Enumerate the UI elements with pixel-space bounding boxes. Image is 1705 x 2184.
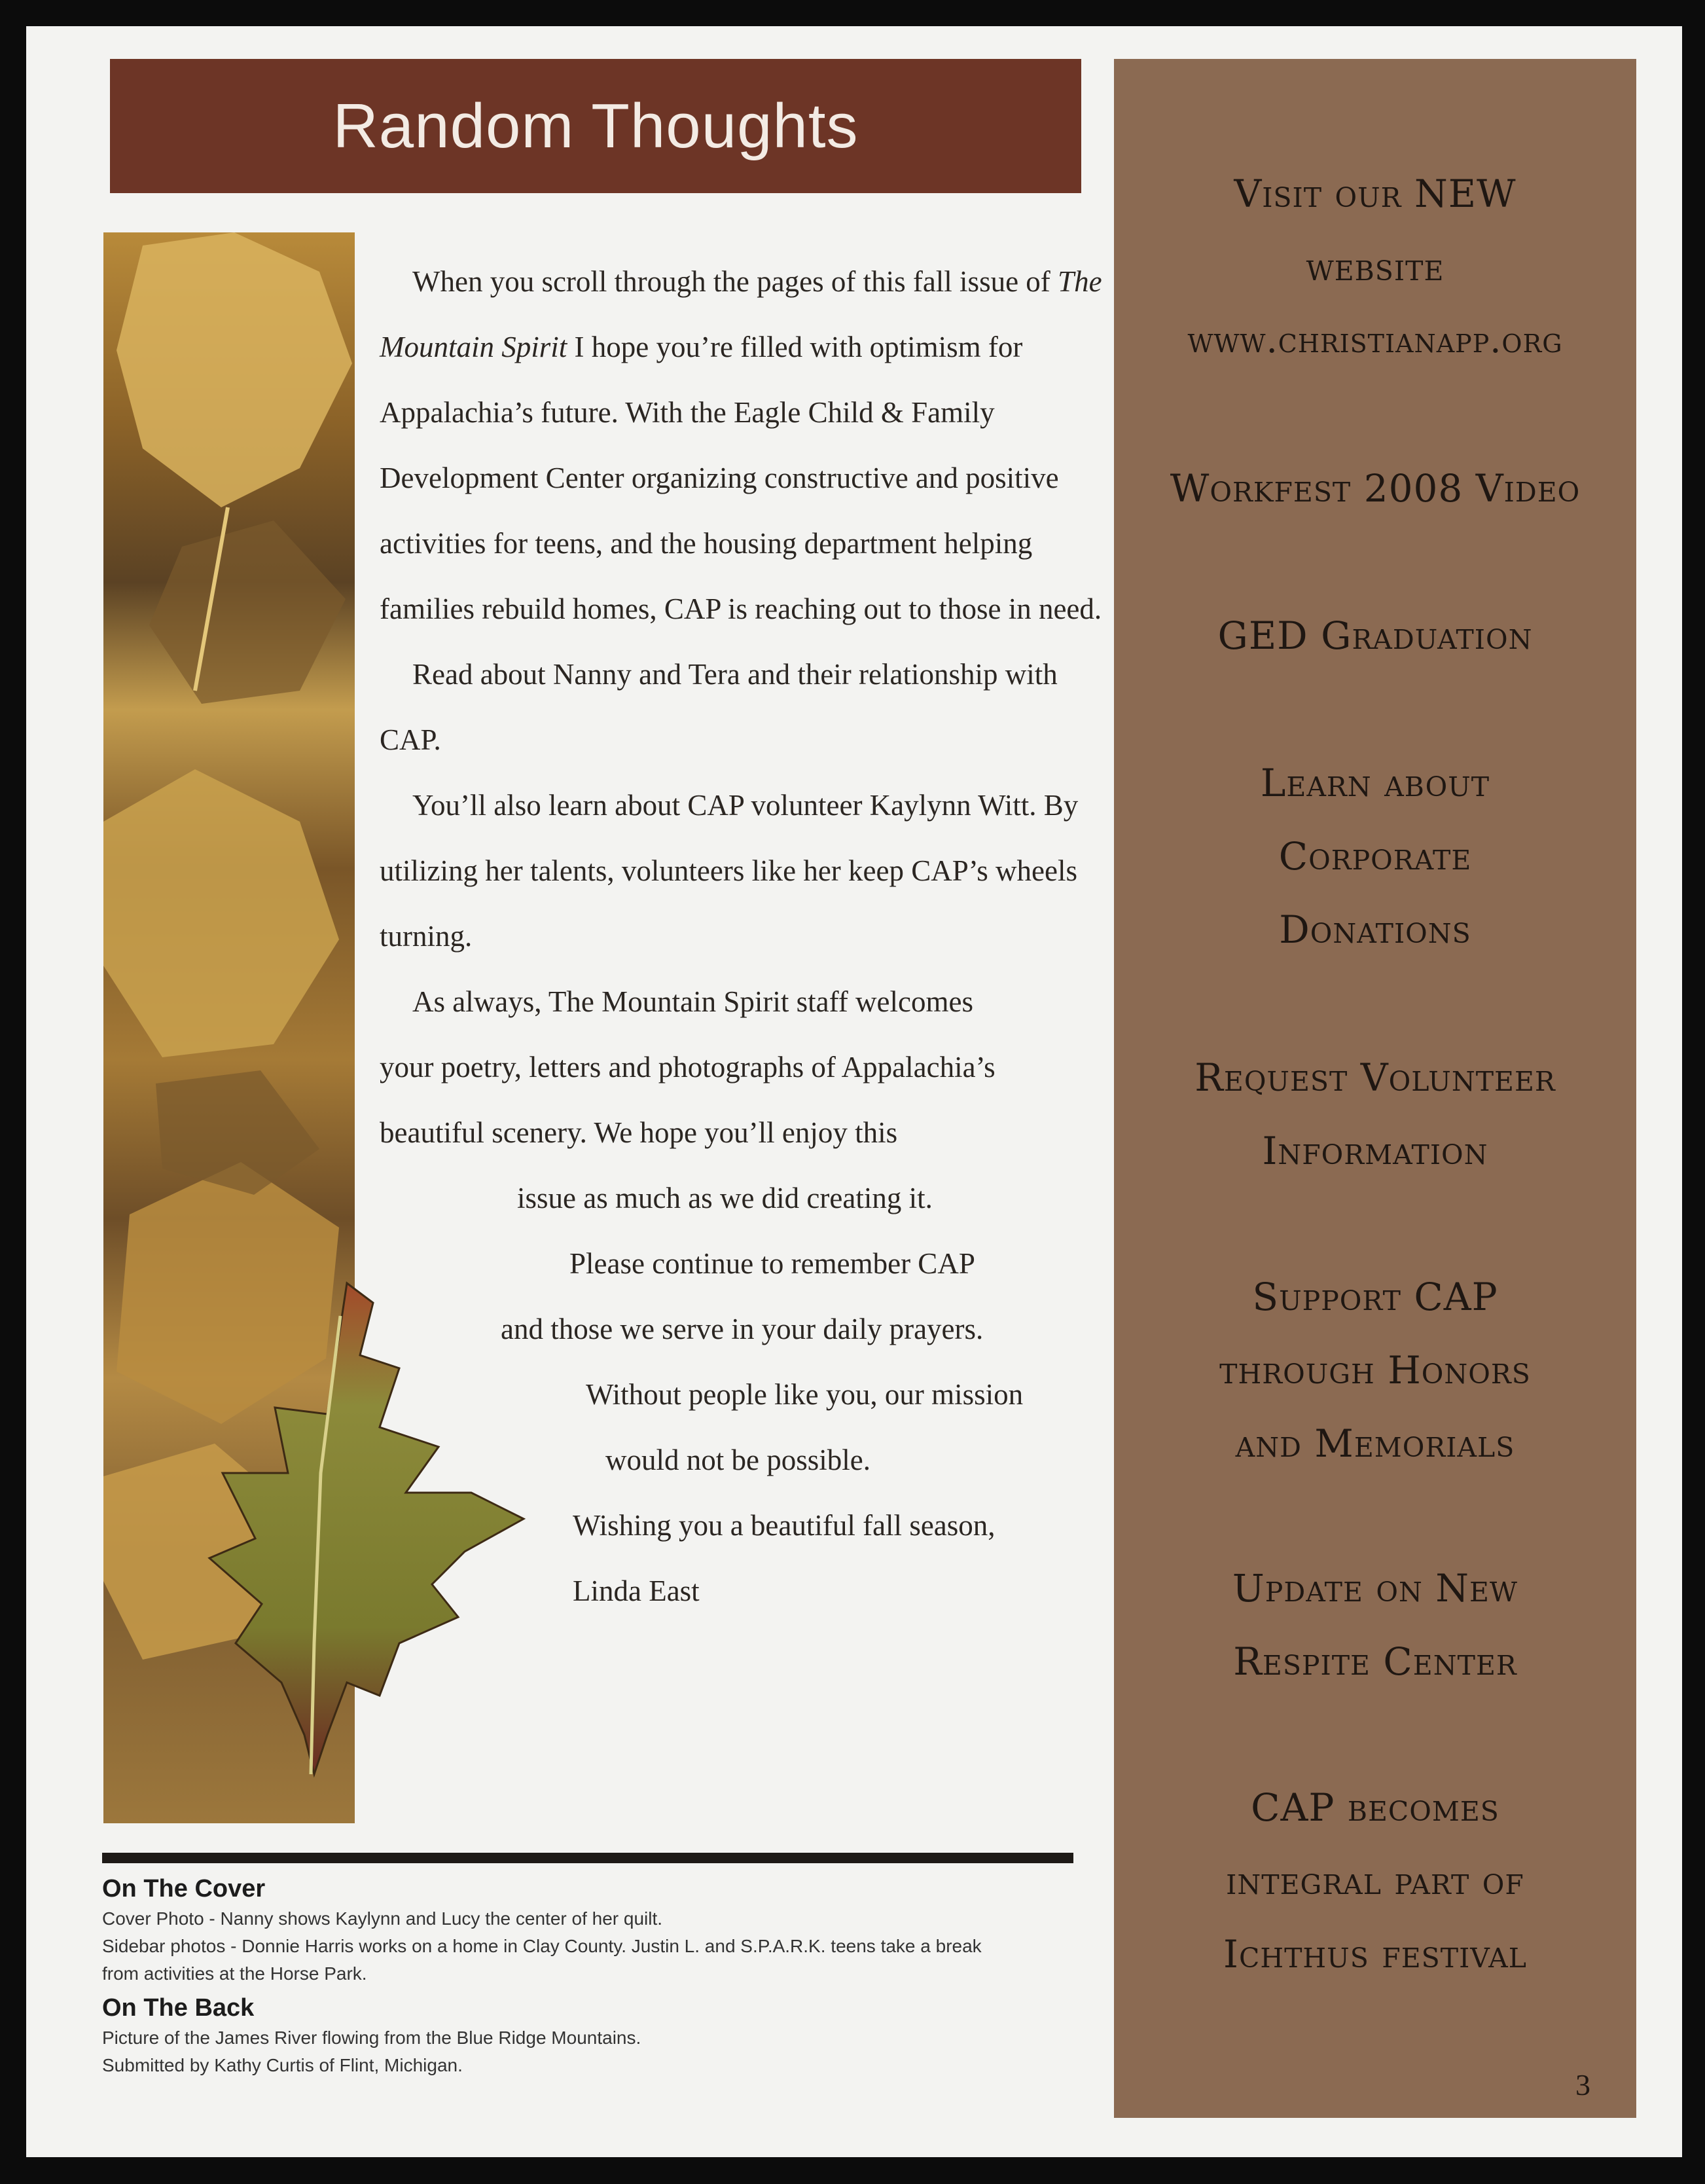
letter-text: When you scroll through the pages of this fall issue of bbox=[412, 265, 1058, 298]
back-caption-line: Submitted by Kathy Curtis of Flint, Michigan. bbox=[102, 2055, 463, 2075]
contents-sidebar bbox=[1114, 59, 1636, 2118]
cover-caption-line: from activities at the Horse Park. bbox=[102, 1963, 367, 1984]
cover-caption-line: Cover Photo - Nanny shows Kaylynn and Lucy the center of her quilt. bbox=[102, 1908, 663, 1929]
letter-line: issue as much as we did creating it. bbox=[517, 1182, 933, 1214]
cover-caption-heading: On The Cover bbox=[102, 1875, 266, 1902]
back-caption-line: Picture of the James River flowing from the Blue Ridge Mountains. bbox=[102, 2028, 641, 2048]
back-caption-heading: On The Back bbox=[102, 1994, 255, 2022]
sidebar-line: Visit our NEW bbox=[1234, 172, 1517, 216]
sidebar-line: CAP becomes bbox=[1251, 1785, 1499, 1830]
sidebar-line: Corporate bbox=[1278, 834, 1472, 879]
page-title: Random Thoughts bbox=[332, 90, 859, 161]
sidebar-item-respite-center[interactable] bbox=[1114, 1552, 1636, 1698]
sidebar-line: Request Volunteer bbox=[1194, 1055, 1556, 1100]
sidebar-item-honors-memorials[interactable] bbox=[1114, 1260, 1636, 1480]
sidebar-line: Respite Center bbox=[1233, 1639, 1517, 1684]
sidebar-line: integral part of bbox=[1226, 1859, 1524, 1903]
letter-line: Without people like you, our mission bbox=[586, 1378, 1024, 1411]
sidebar-item-ichthus-festival[interactable] bbox=[1114, 1771, 1636, 1991]
sidebar-link-url[interactable]: www.christianapp.org bbox=[1187, 319, 1563, 361]
sidebar-line: and Memorials bbox=[1235, 1421, 1515, 1466]
sidebar-line: website bbox=[1306, 245, 1445, 289]
sidebar-line: through Honors bbox=[1219, 1348, 1531, 1392]
letter-text: I hope you’re filled with optimism for Appalachia’s future. With the Eagle Child & Family Development Center organizing constructive and positive activities for teens, and the housing department helping families rebuild homes, CAP is reaching out to those in need. bbox=[380, 331, 1102, 625]
page-number: 3 bbox=[1575, 2068, 1590, 2102]
editor-letter bbox=[380, 249, 1113, 1624]
letter-line: Please continue to remember CAP bbox=[569, 1247, 975, 1280]
letter-line: would not be possible. bbox=[605, 1444, 870, 1476]
photo-captions bbox=[102, 1872, 1084, 2079]
letter-line: Wishing you a beautiful fall season, bbox=[573, 1509, 996, 1542]
sidebar-item-volunteer-info[interactable] bbox=[1114, 1041, 1636, 1188]
cover-caption-line: Sidebar photos - Donnie Harris works on a home in Clay County. Justin L. and S.P.A.R.K. teens take a break bbox=[102, 1936, 982, 1956]
sidebar-item-corporate-donations[interactable] bbox=[1114, 746, 1636, 966]
magazine-page bbox=[26, 26, 1682, 2157]
sidebar-line: Information bbox=[1262, 1129, 1488, 1173]
letter-line: and those we serve in your daily prayers. bbox=[501, 1313, 984, 1345]
letter-line: As always, The Mountain Spirit staff welcomes bbox=[412, 985, 973, 1018]
sidebar-item-website[interactable] bbox=[1114, 157, 1636, 377]
sidebar-item-workfest-video[interactable] bbox=[1114, 452, 1636, 525]
divider-rule bbox=[102, 1853, 1073, 1863]
letter-paragraph-3: You’ll also learn about CAP volunteer Kaylynn Witt. By utilizing her talents, volunteers like her keep CAP’s wheels turning. bbox=[380, 789, 1079, 953]
letter-signature: Linda East bbox=[573, 1574, 700, 1607]
letter-closing bbox=[380, 969, 1113, 1624]
sidebar-line: Learn about bbox=[1260, 761, 1490, 805]
sidebar-line: Donations bbox=[1279, 907, 1471, 952]
sidebar-line: Workfest 2008 Video bbox=[1170, 466, 1581, 511]
sidebar-item-ged-graduation[interactable] bbox=[1114, 599, 1636, 672]
letter-line: beautiful scenery. We hope you’ll enjoy this bbox=[380, 1116, 898, 1149]
sidebar-line: Support CAP bbox=[1252, 1275, 1498, 1319]
sidebar-line: Update on New bbox=[1232, 1566, 1518, 1611]
letter-paragraph-1 bbox=[380, 249, 1113, 642]
letter-line: your poetry, letters and photographs of Appalachia’s bbox=[380, 1051, 996, 1083]
magazine-title-italic: The Mountain Spirit bbox=[380, 265, 1102, 363]
sidebar-line: Ichthus festival bbox=[1223, 1932, 1527, 1976]
title-banner bbox=[110, 59, 1081, 193]
letter-paragraph-2: Read about Nanny and Tera and their relationship with CAP. bbox=[380, 658, 1058, 756]
sidebar-line: GED Graduation bbox=[1217, 613, 1533, 658]
